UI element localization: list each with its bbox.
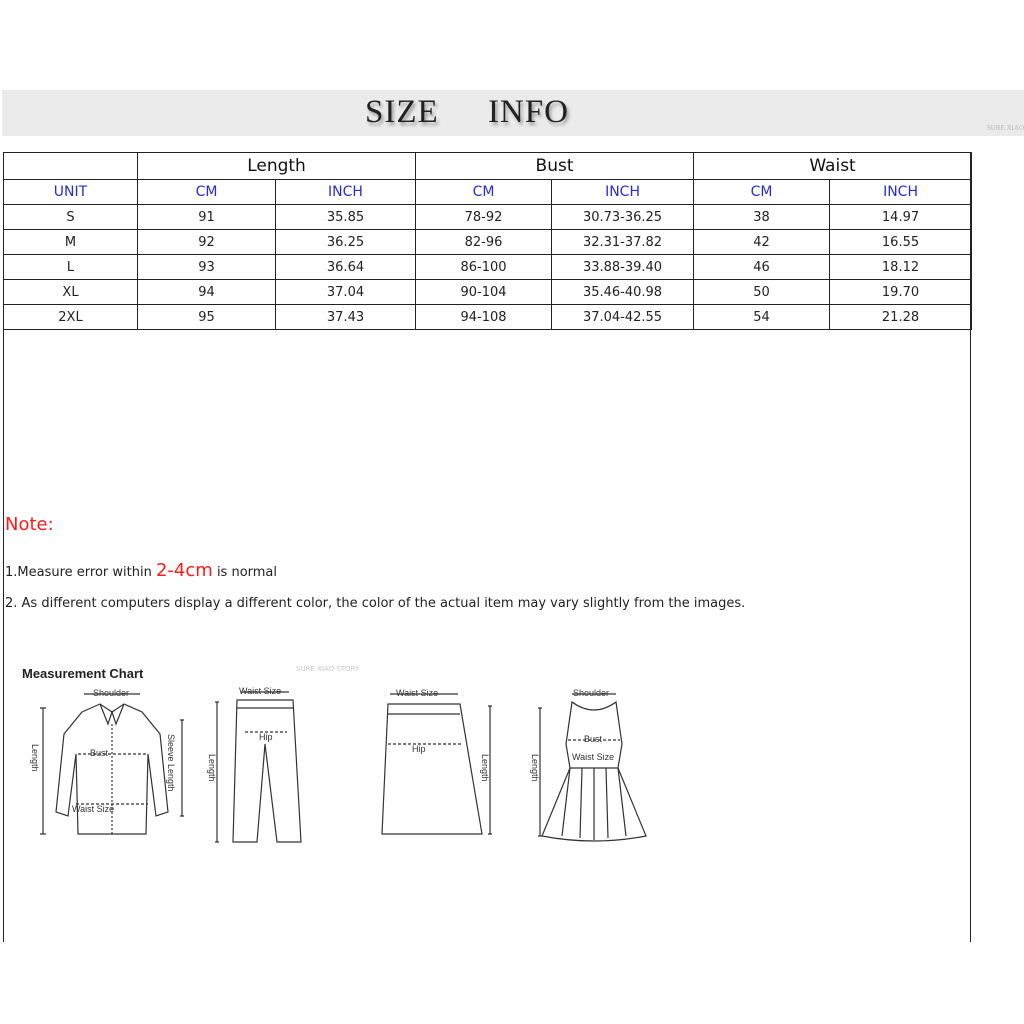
skirt-waist-label: Waist Size [396, 688, 439, 698]
unit-header-cell: CM [694, 180, 830, 205]
unit-header-cell: CM [138, 180, 276, 205]
shirt-diagram [20, 684, 190, 844]
table-cell: 90-104 [416, 280, 552, 305]
group-header-cell: Length [138, 153, 416, 180]
size-table-group-header [4, 153, 972, 180]
group-header-cell [4, 153, 138, 180]
table-cell: 30.73-36.25 [552, 205, 694, 230]
table-cell: 50 [694, 280, 830, 305]
unit-header-cell: INCH [830, 180, 972, 205]
table-cell: 93 [138, 255, 276, 280]
table-cell: 42 [694, 230, 830, 255]
unit-header-cell: INCH [276, 180, 416, 205]
dress-diagram [528, 684, 658, 844]
shirt-bust-label: Bust [90, 748, 109, 758]
pants-length-label: Length [207, 754, 217, 782]
table-cell: 21.28 [830, 305, 972, 330]
skirt-length-label: Length [480, 754, 490, 782]
banner-watermark: SURE XIAO [986, 124, 1024, 132]
table-cell: 14.97 [830, 205, 972, 230]
shirt-shoulder-label: Shoulder [93, 688, 130, 698]
table-row [4, 255, 972, 280]
dress-shoulder-label: Shoulder [573, 688, 610, 698]
table-cell: 18.12 [830, 255, 972, 280]
table-cell: 35.85 [276, 205, 416, 230]
unit-header-cell: CM [416, 180, 552, 205]
table-cell: 16.55 [830, 230, 972, 255]
table-cell: 33.88-39.40 [552, 255, 694, 280]
pants-waist-label: Waist Size [239, 686, 282, 696]
dress-waist-label: Waist Size [572, 752, 615, 762]
table-cell: 82-96 [416, 230, 552, 255]
page-title: SIZE INFO [365, 94, 569, 130]
group-header-cell: Bust [416, 153, 694, 180]
size-label-cell: S [4, 205, 138, 230]
title-banner [2, 90, 1024, 136]
skirt-diagram [378, 684, 508, 844]
table-row [4, 280, 972, 305]
table-cell: 46 [694, 255, 830, 280]
table-row [4, 305, 972, 330]
dress-length-label: Length [530, 754, 540, 782]
size-label-cell: XL [4, 280, 138, 305]
size-table-unit-header [4, 180, 972, 205]
table-cell: 94 [138, 280, 276, 305]
shirt-sleeve-label: Sleeve Length [166, 734, 176, 792]
note-title: Note: [5, 514, 54, 535]
table-row [4, 230, 972, 255]
table-cell: 32.31-37.82 [552, 230, 694, 255]
note-line-1-highlight: 2-4cm [155, 560, 213, 581]
table-row [4, 205, 972, 230]
table-cell: 37.04-42.55 [552, 305, 694, 330]
size-label-cell: 2XL [4, 305, 138, 330]
pants-hip-label: Hip [259, 732, 273, 742]
shirt-length-label: Length [30, 744, 40, 772]
table-cell: 95 [138, 305, 276, 330]
group-header-cell: Waist [694, 153, 972, 180]
measurement-watermark: SURE XIAO STORY [296, 665, 360, 673]
table-cell: 54 [694, 305, 830, 330]
note-line-1 [5, 560, 277, 581]
size-label-cell: L [4, 255, 138, 280]
table-cell: 92 [138, 230, 276, 255]
dress-bust-label: Bust [584, 734, 603, 744]
table-cell: 19.70 [830, 280, 972, 305]
skirt-hip-label: Hip [412, 744, 426, 754]
table-cell: 94-108 [416, 305, 552, 330]
table-cell: 37.04 [276, 280, 416, 305]
table-cell: 36.25 [276, 230, 416, 255]
table-cell: 38 [694, 205, 830, 230]
table-cell: 86-100 [416, 255, 552, 280]
unit-header-cell: UNIT [4, 180, 138, 205]
size-table [3, 152, 972, 330]
table-cell: 35.46-40.98 [552, 280, 694, 305]
pants-diagram [205, 684, 305, 844]
measurement-chart-title: Measurement Chart [22, 666, 144, 681]
note-line-1-suffix: is normal [212, 565, 278, 580]
table-cell: 37.43 [276, 305, 416, 330]
table-cell: 36.64 [276, 255, 416, 280]
shirt-waist-label: Waist Size [72, 804, 115, 814]
table-cell: 78-92 [416, 205, 552, 230]
size-label-cell: M [4, 230, 138, 255]
note-line-2: 2. As different computers display a different color, the color of the actual item may vary slightly from the images. [5, 596, 746, 611]
note-line-1-prefix: 1.Measure error within [5, 565, 156, 580]
table-cell: 91 [138, 205, 276, 230]
unit-header-cell: INCH [552, 180, 694, 205]
